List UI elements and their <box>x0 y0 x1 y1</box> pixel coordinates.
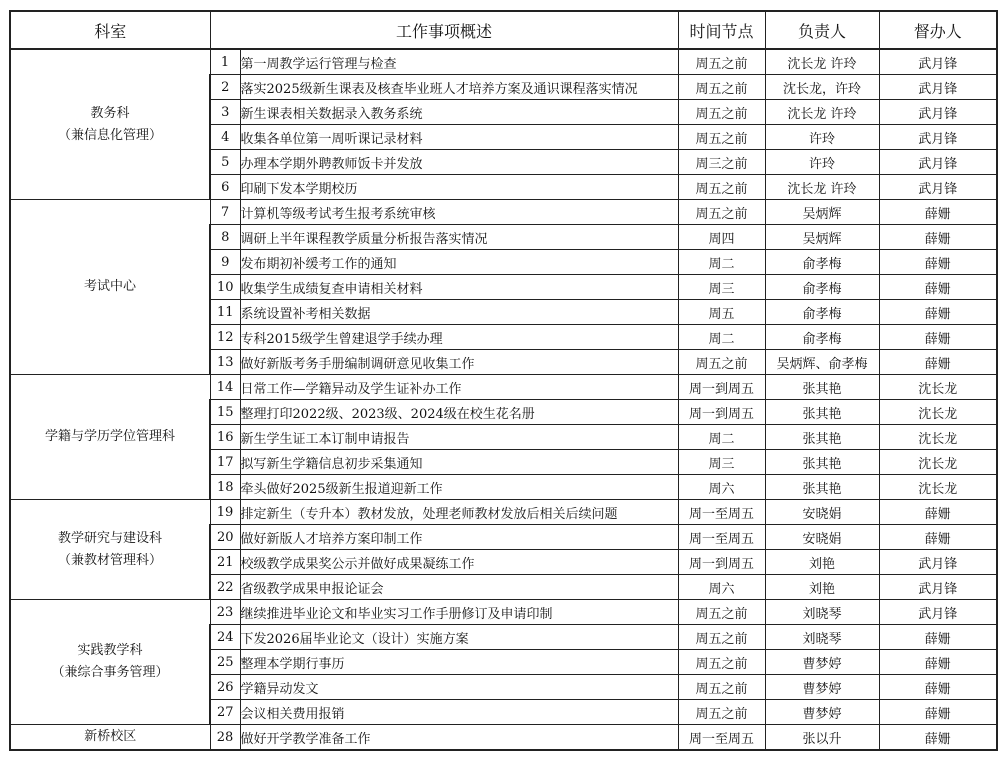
time-node: 周五之前 <box>678 700 765 725</box>
header-owner: 负责人 <box>765 11 879 49</box>
supervisor-name: 武月锋 <box>879 49 997 75</box>
time-node: 周五之前 <box>678 650 765 675</box>
task-description: 校级教学成果奖公示并做好成果凝练工作 <box>240 550 678 575</box>
owner-name: 张其艳 <box>765 400 879 425</box>
dept-name-line: （兼教材管理科） <box>57 552 162 568</box>
time-node: 周五 <box>678 300 765 325</box>
owner-name: 刘艳 <box>765 550 879 575</box>
owner-name: 曹梦婷 <box>765 650 879 675</box>
item-number: 24 <box>210 625 240 650</box>
owner-name: 曹梦婷 <box>765 675 879 700</box>
item-number: 6 <box>210 175 240 200</box>
task-description: 省级教学成果申报论证会 <box>240 575 678 600</box>
owner-name: 张其艳 <box>765 425 879 450</box>
supervisor-name: 薛姗 <box>879 350 997 375</box>
item-number: 27 <box>210 700 240 725</box>
supervisor-name: 武月锋 <box>879 575 997 600</box>
owner-name: 安晓娟 <box>765 500 879 525</box>
dept-name-line: 教学研究与建设科 <box>57 530 162 546</box>
owner-name: 许玲 <box>765 125 879 150</box>
table-row <box>10 725 997 751</box>
time-node: 周五之前 <box>678 100 765 125</box>
supervisor-name: 武月锋 <box>879 600 997 625</box>
supervisor-name: 薛姗 <box>879 275 997 300</box>
owner-name: 刘晓琴 <box>765 600 879 625</box>
dept-cell <box>10 200 210 375</box>
time-node: 周二 <box>678 250 765 275</box>
item-number: 22 <box>210 575 240 600</box>
table-row <box>10 500 997 525</box>
dept-cell <box>10 375 210 500</box>
task-description: 收集各单位第一周听课记录材料 <box>240 125 678 150</box>
item-number: 13 <box>210 350 240 375</box>
work-schedule-table <box>9 10 998 751</box>
supervisor-name: 沈长龙 <box>879 425 997 450</box>
item-number: 8 <box>210 225 240 250</box>
task-description: 做好新版人才培养方案印制工作 <box>240 525 678 550</box>
supervisor-name: 武月锋 <box>879 550 997 575</box>
dept-name-line: （兼综合事务管理） <box>51 665 169 680</box>
supervisor-name: 武月锋 <box>879 150 997 175</box>
item-number: 9 <box>210 250 240 275</box>
task-description: 整理打印2022级、2023级、2024级在校生花名册 <box>240 400 678 425</box>
time-node: 周一至周五 <box>678 725 765 751</box>
item-number: 12 <box>210 325 240 350</box>
supervisor-name: 武月锋 <box>879 75 997 100</box>
time-node: 周三 <box>678 275 765 300</box>
item-number: 19 <box>210 500 240 525</box>
task-description: 发布期初补缓考工作的通知 <box>240 250 678 275</box>
supervisor-name: 沈长龙 <box>879 475 997 500</box>
owner-name: 俞孝梅 <box>765 300 879 325</box>
time-node: 周六 <box>678 575 765 600</box>
supervisor-name: 薛姗 <box>879 200 997 225</box>
table-row <box>10 200 997 225</box>
task-description: 收集学生成绩复查申请相关材料 <box>240 275 678 300</box>
task-description: 新生学生证工本订制申请报告 <box>240 425 678 450</box>
task-description: 做好开学教学准备工作 <box>240 725 678 751</box>
item-number: 15 <box>210 400 240 425</box>
time-node: 周五之前 <box>678 125 765 150</box>
table-body <box>10 49 997 750</box>
item-number: 21 <box>210 550 240 575</box>
dept-name-line: 实践教学科 <box>77 643 143 658</box>
time-node: 周一到周五 <box>678 375 765 400</box>
owner-name: 张其艳 <box>765 450 879 475</box>
owner-name: 吴炳辉 <box>765 225 879 250</box>
item-number: 17 <box>210 450 240 475</box>
time-node: 周三之前 <box>678 150 765 175</box>
header-time: 时间节点 <box>678 11 765 49</box>
task-description: 学籍异动发文 <box>240 675 678 700</box>
supervisor-name: 薛姗 <box>879 700 997 725</box>
supervisor-name: 武月锋 <box>879 100 997 125</box>
owner-name: 刘艳 <box>765 575 879 600</box>
supervisor-name: 薛姗 <box>879 675 997 700</box>
supervisor-name: 薛姗 <box>879 300 997 325</box>
table-row <box>10 375 997 400</box>
time-node: 周五之前 <box>678 350 765 375</box>
time-node: 周二 <box>678 425 765 450</box>
time-node: 周三 <box>678 450 765 475</box>
supervisor-name: 武月锋 <box>879 175 997 200</box>
task-description: 调研上半年课程教学质量分析报告落实情况 <box>240 225 678 250</box>
owner-name: 安晓娟 <box>765 525 879 550</box>
task-description: 落实2025级新生课表及核查毕业班人才培养方案及通识课程落实情况 <box>240 75 678 100</box>
time-node: 周五之前 <box>678 49 765 75</box>
time-node: 周五之前 <box>678 75 765 100</box>
time-node: 周一到周五 <box>678 550 765 575</box>
header-supervisor: 督办人 <box>879 11 997 49</box>
supervisor-name: 沈长龙 <box>879 375 997 400</box>
supervisor-name: 薛姗 <box>879 525 997 550</box>
header-row <box>10 11 997 49</box>
owner-name: 吴炳辉、俞孝梅 <box>765 350 879 375</box>
supervisor-name: 薛姗 <box>879 250 997 275</box>
dept-cell <box>10 725 210 751</box>
task-description: 整理本学期行事历 <box>240 650 678 675</box>
dept-name-line: 新桥校区 <box>84 729 137 744</box>
task-description: 系统设置补考相关数据 <box>240 300 678 325</box>
time-node: 周五之前 <box>678 625 765 650</box>
owner-name: 曹梦婷 <box>765 700 879 725</box>
owner-name: 张其艳 <box>765 475 879 500</box>
item-number: 23 <box>210 600 240 625</box>
owner-name: 吴炳辉 <box>765 200 879 225</box>
task-description: 办理本学期外聘教师饭卡并发放 <box>240 150 678 175</box>
item-number: 25 <box>210 650 240 675</box>
owner-name: 俞孝梅 <box>765 325 879 350</box>
item-number: 2 <box>210 75 240 100</box>
supervisor-name: 薛姗 <box>879 650 997 675</box>
item-number: 16 <box>210 425 240 450</box>
task-description: 拟写新生学籍信息初步采集通知 <box>240 450 678 475</box>
dept-cell <box>10 500 210 600</box>
time-node: 周一到周五 <box>678 400 765 425</box>
item-number: 26 <box>210 675 240 700</box>
owner-name: 沈长龙 许玲 <box>765 100 879 125</box>
time-node: 周一至周五 <box>678 525 765 550</box>
task-description: 印刷下发本学期校历 <box>240 175 678 200</box>
time-node: 周五之前 <box>678 600 765 625</box>
item-number: 18 <box>210 475 240 500</box>
dept-cell <box>10 49 210 200</box>
table-row <box>10 600 997 625</box>
owner-name: 许玲 <box>765 150 879 175</box>
item-number: 3 <box>210 100 240 125</box>
dept-name-line: 教务科 <box>90 105 130 121</box>
dept-cell <box>10 600 210 725</box>
item-number: 11 <box>210 300 240 325</box>
item-number: 20 <box>210 525 240 550</box>
task-description: 做好新版考务手册编制调研意见收集工作 <box>240 350 678 375</box>
item-number: 14 <box>210 375 240 400</box>
time-node: 周五之前 <box>678 675 765 700</box>
supervisor-name: 薛姗 <box>879 500 997 525</box>
item-number: 1 <box>210 49 240 75</box>
owner-name: 张其艳 <box>765 375 879 400</box>
time-node: 周二 <box>678 325 765 350</box>
time-node: 周六 <box>678 475 765 500</box>
owner-name: 俞孝梅 <box>765 275 879 300</box>
header-task: 工作事项概述 <box>210 11 678 49</box>
task-description: 计算机等级考试考生报考系统审核 <box>240 200 678 225</box>
owner-name: 刘晓琴 <box>765 625 879 650</box>
dept-name-line: （兼信息化管理） <box>57 127 162 143</box>
task-description: 下发2026届毕业论文（设计）实施方案 <box>240 625 678 650</box>
item-number: 7 <box>210 200 240 225</box>
header-dept: 科室 <box>10 11 210 49</box>
item-number: 5 <box>210 150 240 175</box>
task-description: 第一周教学运行管理与检查 <box>240 49 678 75</box>
task-description: 新生课表相关数据录入教务系统 <box>240 100 678 125</box>
task-description: 牵头做好2025级新生报道迎新工作 <box>240 475 678 500</box>
time-node: 周一至周五 <box>678 500 765 525</box>
owner-name: 沈长龙 许玲 <box>765 175 879 200</box>
supervisor-name: 薛姗 <box>879 725 997 751</box>
owner-name: 沈长龙，许玲 <box>765 75 879 100</box>
dept-name-line: 考试中心 <box>83 279 136 294</box>
owner-name: 俞孝梅 <box>765 250 879 275</box>
task-description: 专科2015级学生曾建退学手续办理 <box>240 325 678 350</box>
dept-name-line: 学籍与学历学位管理科 <box>44 429 175 444</box>
supervisor-name: 薛姗 <box>879 225 997 250</box>
item-number: 4 <box>210 125 240 150</box>
task-description: 继续推进毕业论文和毕业实习工作手册修订及申请印制 <box>240 600 678 625</box>
task-description: 会议相关费用报销 <box>240 700 678 725</box>
table-row <box>10 49 997 75</box>
supervisor-name: 武月锋 <box>879 125 997 150</box>
task-description: 日常工作—学籍异动及学生证补办工作 <box>240 375 678 400</box>
supervisor-name: 薛姗 <box>879 325 997 350</box>
supervisor-name: 薛姗 <box>879 625 997 650</box>
supervisor-name: 沈长龙 <box>879 450 997 475</box>
item-number: 28 <box>210 725 240 751</box>
time-node: 周四 <box>678 225 765 250</box>
owner-name: 沈长龙 许玲 <box>765 49 879 75</box>
owner-name: 张以升 <box>765 725 879 751</box>
supervisor-name: 沈长龙 <box>879 400 997 425</box>
task-description: 排定新生（专升本）教材发放，处理老师教材发放后相关后续问题 <box>240 500 678 525</box>
time-node: 周五之前 <box>678 200 765 225</box>
item-number: 10 <box>210 275 240 300</box>
time-node: 周五之前 <box>678 175 765 200</box>
